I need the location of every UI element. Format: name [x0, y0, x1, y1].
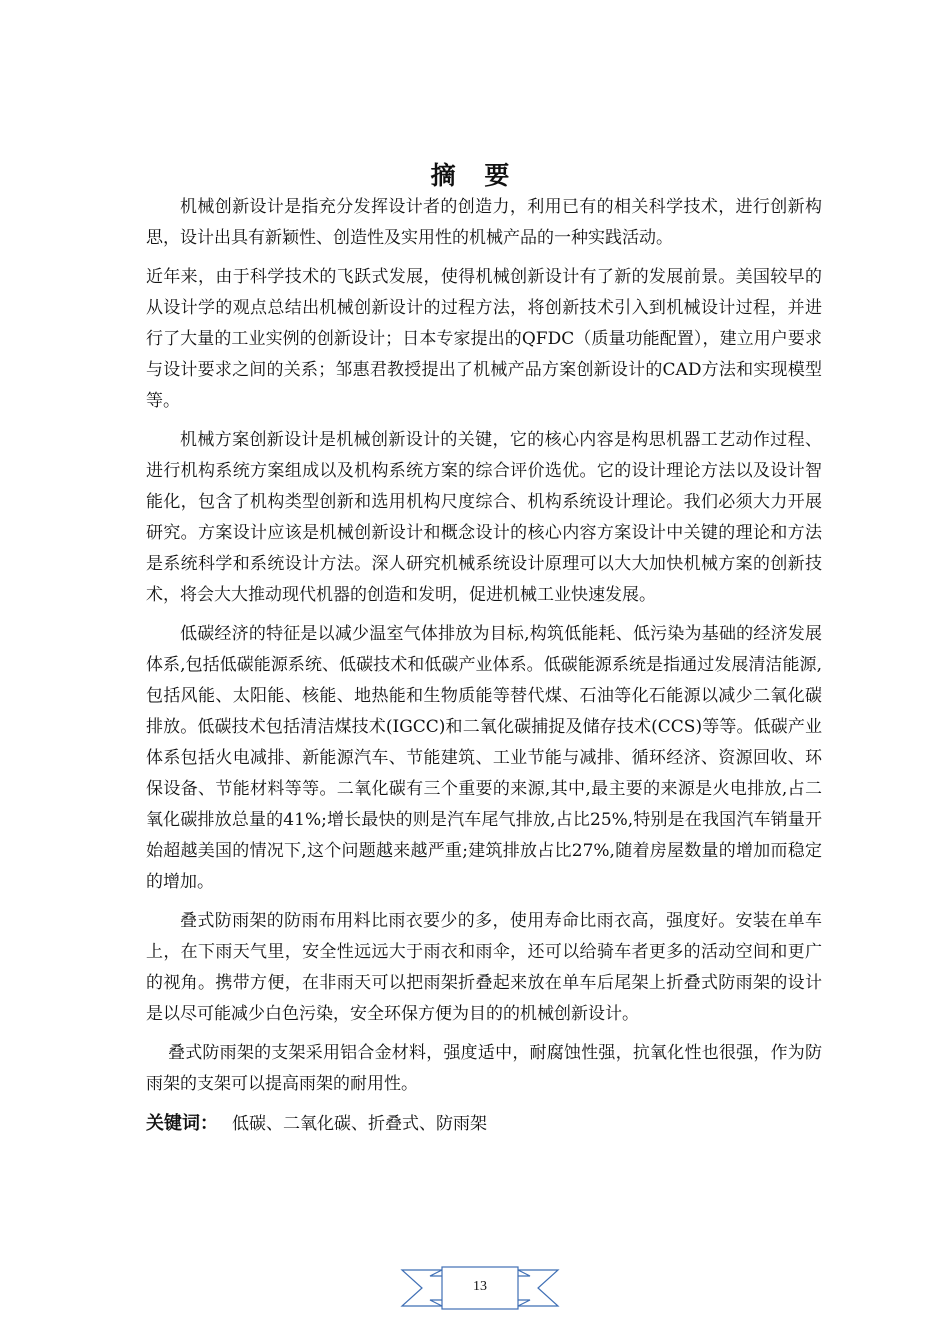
paragraph-6: 叠式防雨架的支架采用铝合金材料，强度适中，耐腐蚀性强，抗氧化性也很强，作为防雨架的支架可以提高雨架的耐用性。 — [146, 1043, 822, 1094]
paragraph-2: 近年来，由于科学技术的飞跃式发展，使得机械创新设计有了新的发展前景。美国较早的从设计学的观点总结出机械创新设计的过程方法，将创新技术引入到机械设计过程，并进行了大量的工业实例的创新设计；日本专家提出的QFDC（质量功能配置），建立用户要求与设计要求之间的关系；邹惠君教授提出了机械产品方案创新设计的CAD方法和实现模型等。 — [146, 267, 822, 411]
keywords-value: 低碳、二氧化碳、折叠式、防雨架 — [232, 1114, 487, 1134]
page-title: 摘 要 — [430, 161, 520, 190]
paragraph-1: 机械创新设计是指充分发挥设计者的创造力，利用已有的相关科学技术，进行创新构思，设计出具有新颖性、创造性及实用性的机械产品的一种实践活动。 — [146, 197, 822, 248]
keywords-label: 关键词： — [146, 1113, 218, 1134]
page-number: 13 — [473, 1279, 487, 1294]
paragraph-5: 叠式防雨架的防雨布用料比雨衣要少的多，使用寿命比雨衣高，强度好。安装在单车上，在下雨天气里，安全性远远大于雨衣和雨伞，还可以给骑车者更多的活动空间和更广的视角。携带方便，在非雨天可以把雨架折叠起来放在单车后尾架上折叠式防雨架的设计是以尽可能减少白色污染，安全环保方便为目的的机械创新设计。 — [146, 911, 822, 1024]
paragraph-3: 机械方案创新设计是机械创新设计的关键，它的核心内容是构思机器工艺动作过程、进行机构系统方案组成以及机构系统方案的综合评价选优。它的设计理论方法以及设计智能化，包含了机构类型创新和选用机构尺度综合、机构系统设计理论。我们必须大力开展研究。方案设计应该是机械创新设计和概念设计的核心内容方案设计中关键的理论和方法是系统科学和系统设计方法。深人研究机械系统设计原理可以大大加快机械方案的创新技术，将会大大推动现代机器的创造和发明，促进机械工业快速发展。 — [146, 430, 822, 605]
page-number-ribbon — [400, 1262, 560, 1312]
keywords-line — [146, 1108, 822, 1140]
abstract-body — [146, 192, 822, 1140]
paragraph-4: 低碳经济的特征是以减少温室气体排放为目标,构筑低能耗、低污染为基础的经济发展体系,包括低碳能源系统、低碳技术和低碳产业体系。低碳能源系统是指通过发展清洁能源,包括风能、太阳能、核能、地热能和生物质能等替代煤、石油等化石能源以减少二氧化碳排放。低碳技术包括清洁煤技术(IGCC)和二氧化碳捕捉及储存技术(CCS)等等。低碳产业体系包括火电减排、新能源汽车、节能建筑、工业节能与减排、循环经济、资源回收、环保设备、节能材料等等。二氧化碳有三个重要的来源,其中,最主要的来源是火电排放,占二氧化碳排放总量的41%;增长最快的则是汽车尾气排放,占比25%,特别是在我国汽车销量开始超越美国的情况下,这个问题越来越严重;建筑排放占比27%,随着房屋数量的增加而稳定的增加。 — [146, 624, 822, 892]
